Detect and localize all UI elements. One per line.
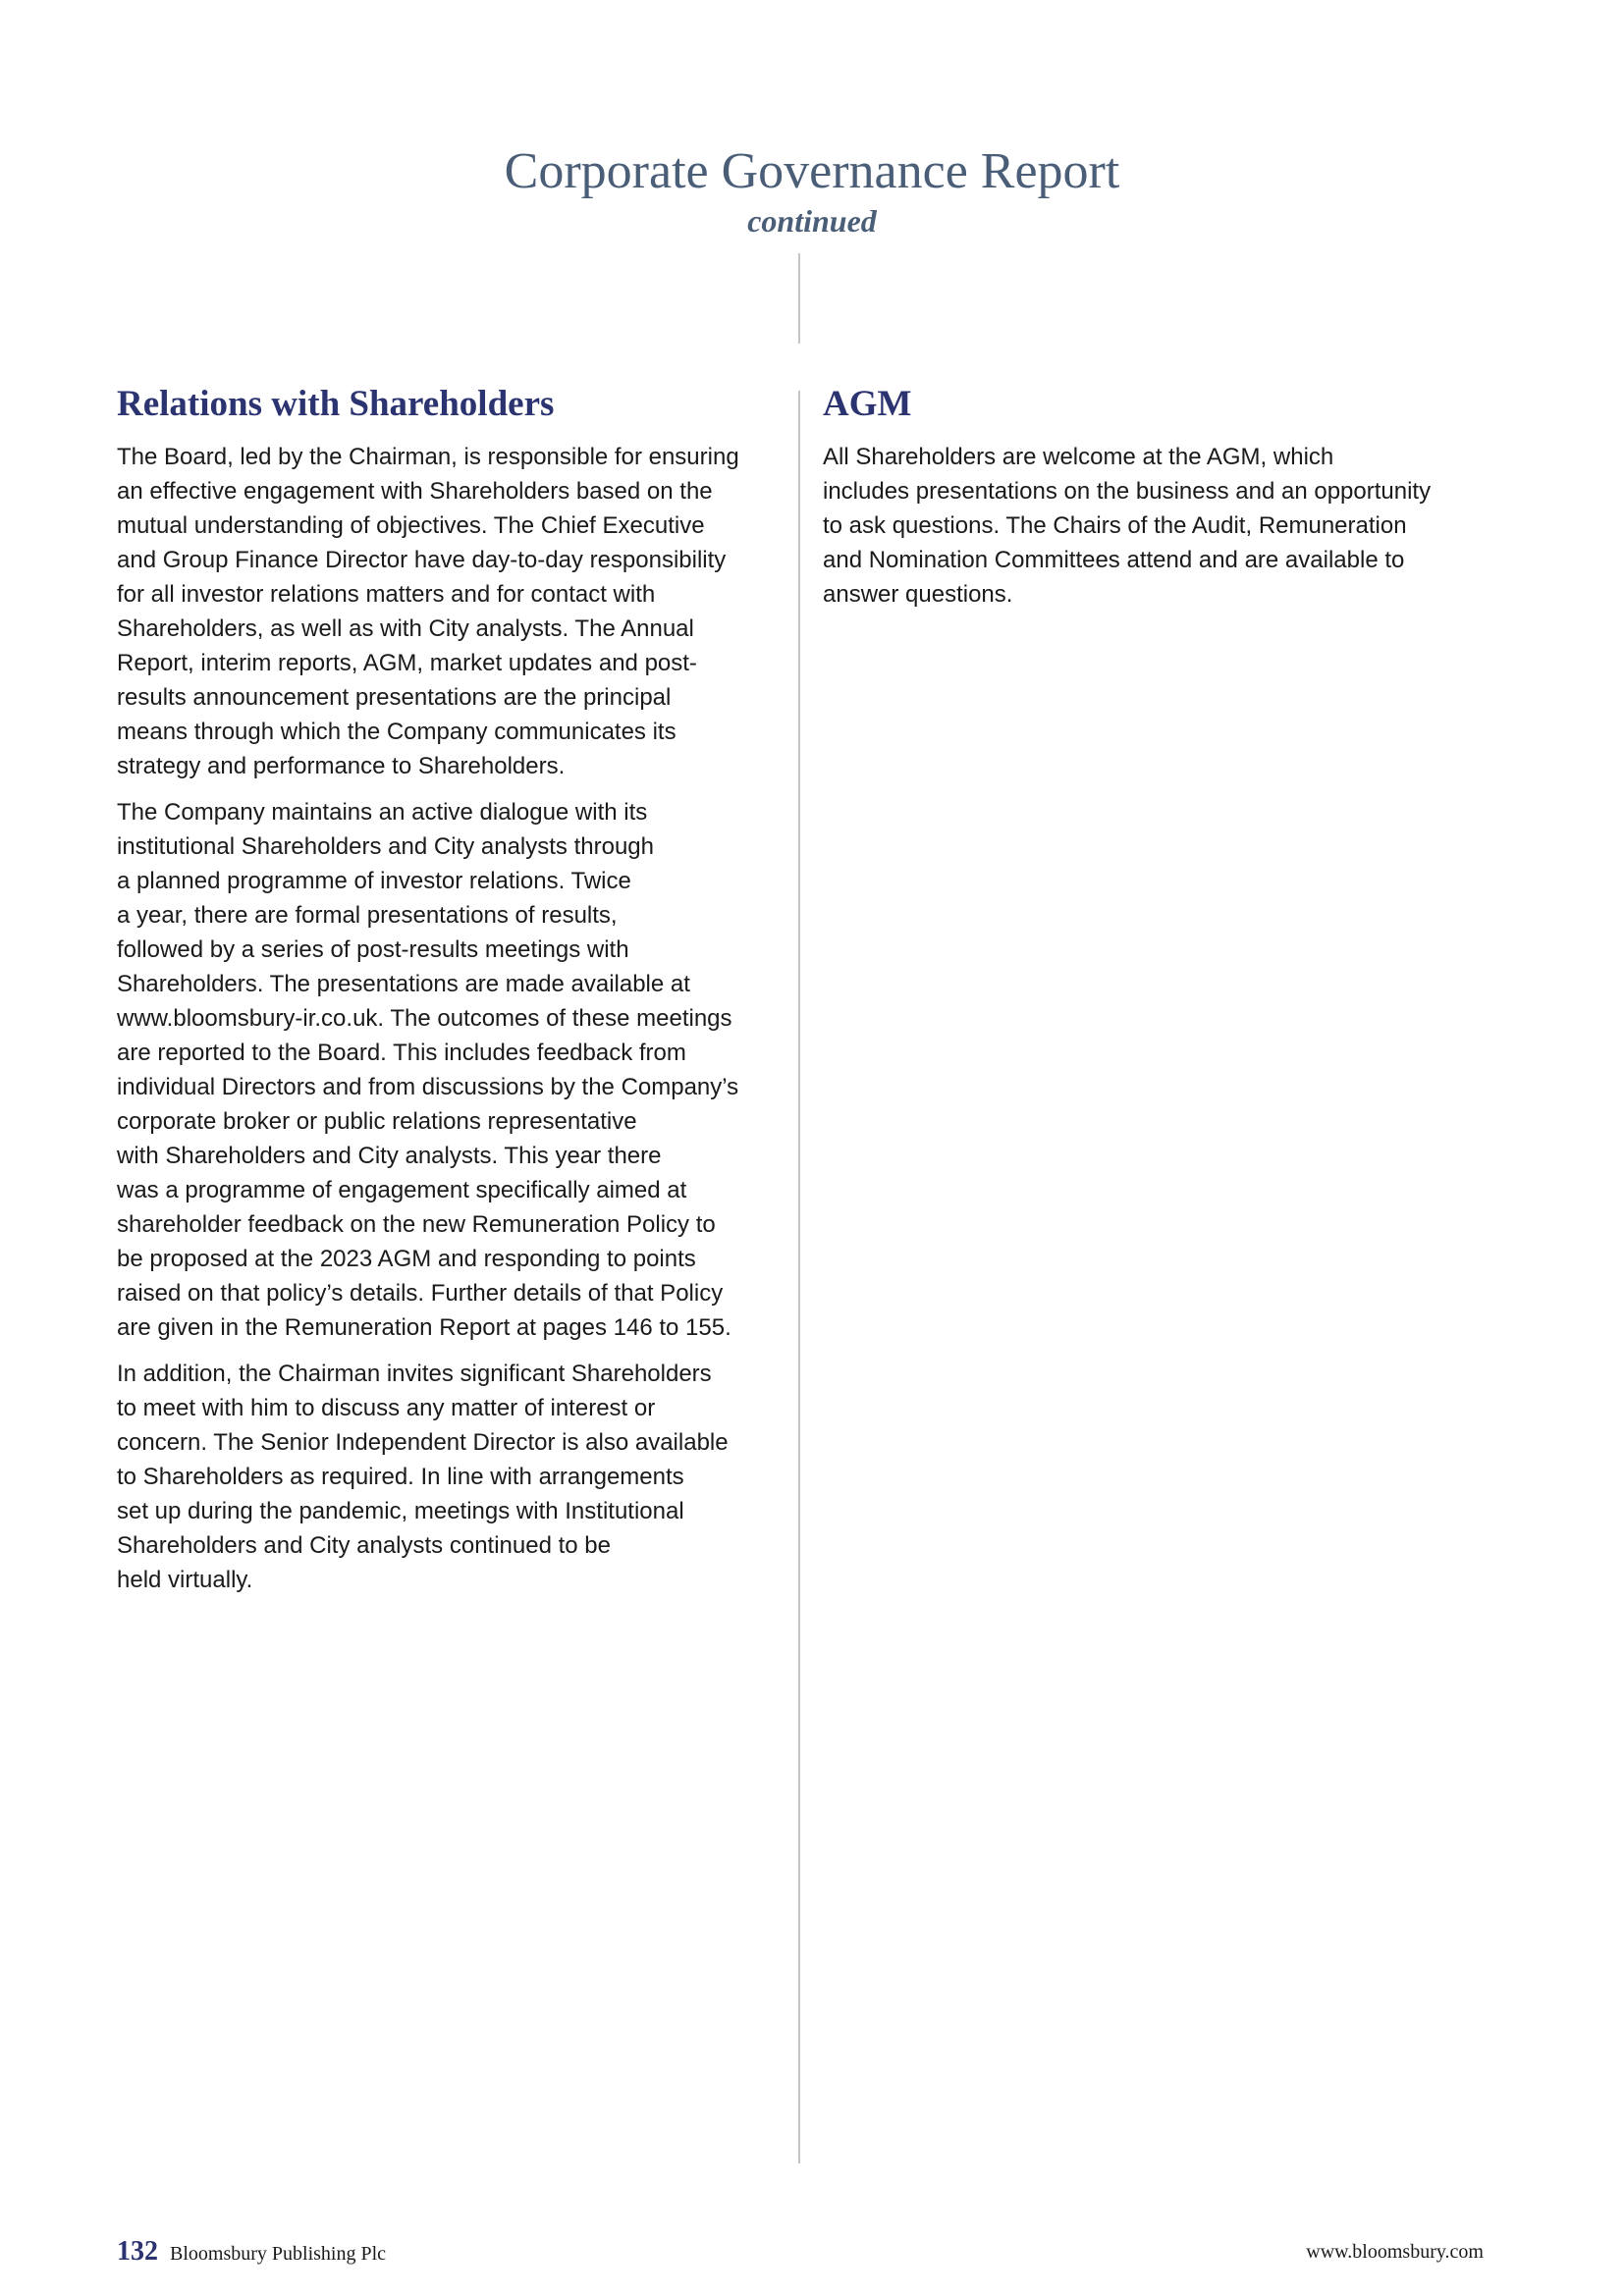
- website-link[interactable]: www.bloomsbury.com: [1306, 2241, 1484, 2263]
- agm-section: [823, 377, 1500, 623]
- page-header: [0, 142, 1624, 239]
- page-footer: [117, 2228, 1484, 2268]
- paragraph: The Board, led by the Chairman, is responsible for ensuring an effective engagement with Shareholders based on the mutual understanding of objectives. The Chief Executive and Group Finance Director have day-to-day responsibility for all investor relations matters and for contact with Shareholders, as well as with City analysts. The Annual Report, interim reports, AGM, market updates and post- results announcement presentations are the principal means through which the Company communicates its strategy and performance to Shareholders.: [117, 444, 739, 779]
- section-heading: Relations with Shareholders: [117, 384, 555, 424]
- page-title: Corporate Governance Report: [504, 143, 1120, 199]
- page-number: 132: [117, 2236, 158, 2267]
- page-subtitle: continued: [747, 203, 877, 239]
- publisher-name: Bloomsbury Publishing Plc: [170, 2243, 387, 2265]
- column-divider: [798, 391, 800, 2163]
- paragraph: In addition, the Chairman invites significant Shareholders to meet with him to discuss any matter of interest or concern. The Senior Independent Director is also available to Shareholders as required. In line with arrangements set up during the pandemic, meetings with Institutional Shareholders and City analysts continued to be held virtually.: [117, 1361, 729, 1593]
- paragraph: All Shareholders are welcome at the AGM, which includes presentations on the business and an opportunity to ask questions. The Chairs of the Audit, Remuneration and Nomination Committees attend and are available to answer questions.: [823, 444, 1432, 608]
- relations-with-shareholders-section: [117, 377, 780, 1609]
- section-heading: AGM: [823, 384, 912, 424]
- paragraph: The Company maintains an active dialogue with its institutional Shareholders and City analysts through a planned programme of investor relations. Twice a year, there are formal presentations of results, followed by a series of post-results meetings with Shareholders. The presentations are made available at www.bloomsbury-ir.co.uk. The outcomes of these meetings are reported to the Board. This includes feedback from individual Directors and from discussions by the Company’s corporate broker or public relations representative with Shareholders and City analysts. This year there was a programme of engagement specifically aimed at shareholder feedback on the new Remuneration Policy to be proposed at the 2023 AGM and responding to points raised on that policy’s details. Further details of that Policy are given in the Remuneration Report at pages 146 to 155.: [117, 799, 739, 1341]
- footer-left: [117, 2236, 386, 2268]
- header-divider: [798, 253, 800, 344]
